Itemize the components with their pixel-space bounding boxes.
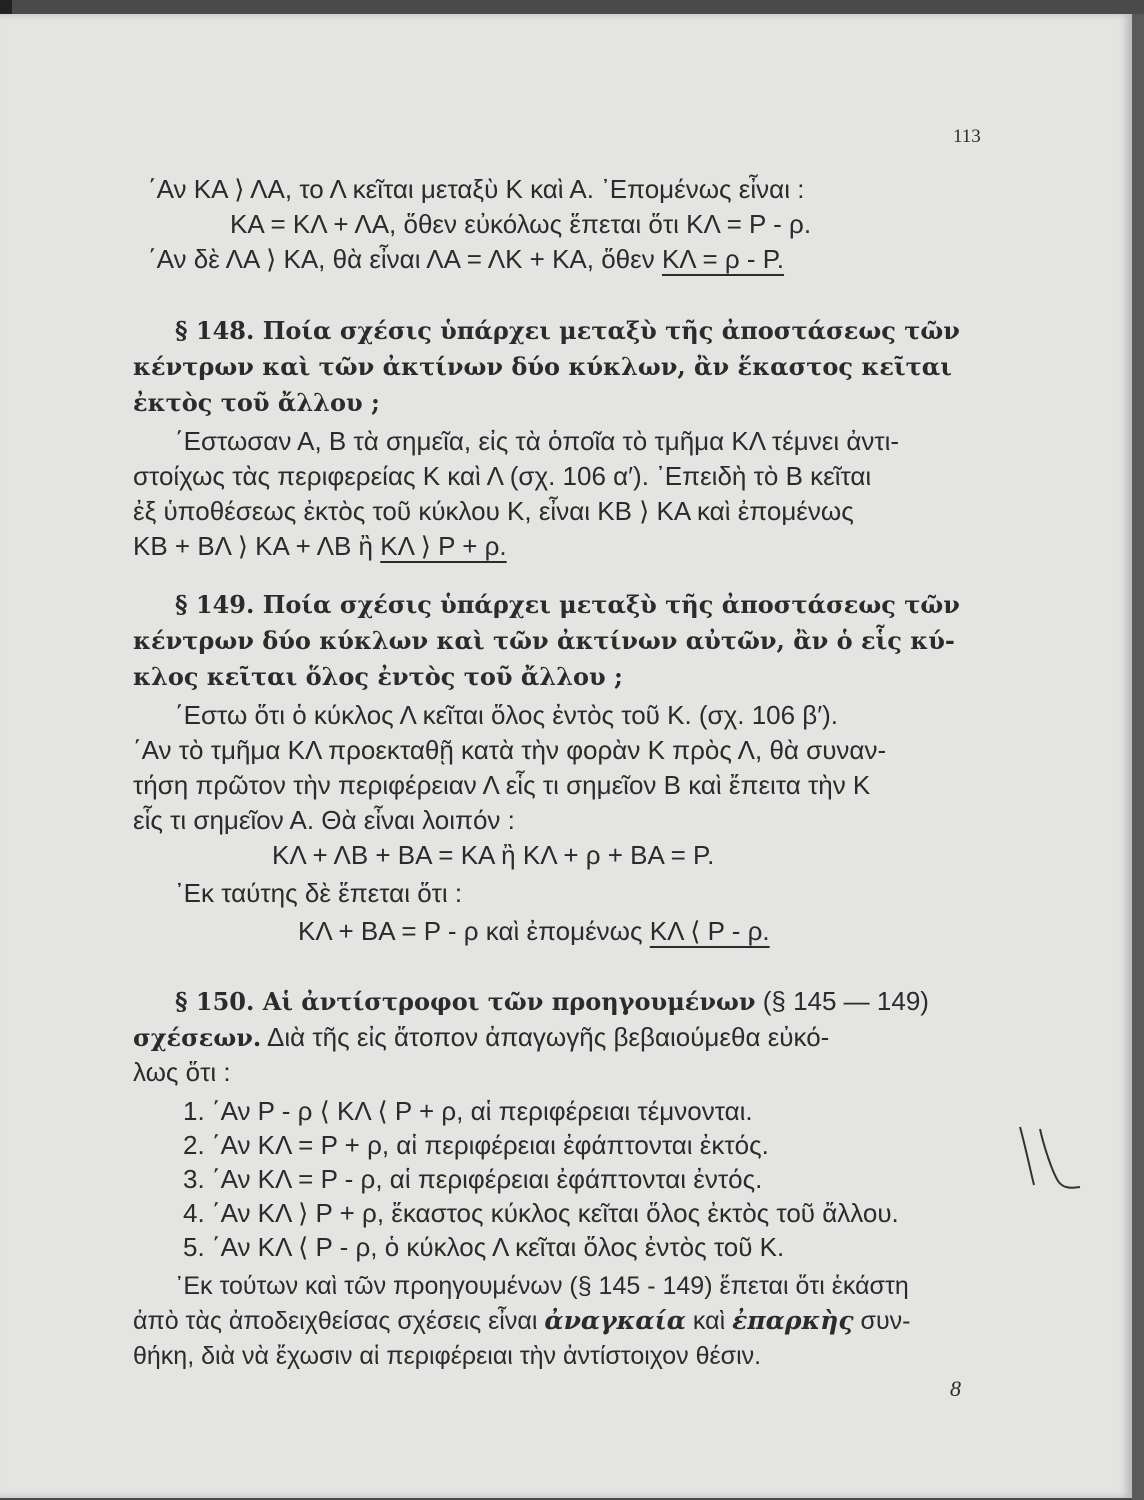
intro-line-3-text: ΄Αν δὲ ΛΑ ⟩ ΚΑ, θὰ εἶναι ΛΑ = ΛΚ + ΚΑ, ὅθεν bbox=[148, 244, 655, 274]
s150-emph-necessary: ἀναγκαία bbox=[544, 1306, 686, 1335]
s148-heading-line-3: ἐκτὸς τοῦ ἄλλου ; bbox=[133, 388, 380, 417]
s149-equation-1: ΚΛ + ΛΒ + ΒΑ = ΚΑ ἢ ΚΛ + ρ + ΒΑ = Ρ. bbox=[272, 840, 715, 870]
s149-body-line-1: ΄Εστω ὅτι ὁ κύκλος Λ κεῖται ὅλος ἐντὸς τοῦ Κ. (σχ. 106 β′). bbox=[175, 700, 839, 730]
intro-line-2: ΚΑ = ΚΛ + ΛΑ, ὅθεν εὐκόλως ἕπεται ὅτι ΚΛ = Ρ - ρ. bbox=[230, 209, 812, 239]
s149-body-line-3: τήση πρῶτον τὴν περιφέρειαν Λ εἷς τι σημεῖον Β καὶ ἔπειτα τὴν Κ bbox=[133, 770, 871, 800]
s148-body-line-3: ἐξ ὑποθέσεως ἐκτὸς τοῦ κύκλου Κ, εἶναι ΚΒ ⟩ ΚΑ καὶ ἐπομένως bbox=[133, 496, 854, 526]
page-number: 113 bbox=[953, 126, 981, 147]
s148-result-underlined: ΚΛ ⟩ Ρ + ρ. bbox=[380, 531, 507, 561]
intro-line-1: ΄Αν ΚΑ ⟩ ΛΑ, το Λ κεῖται μεταξὺ Κ καὶ Α. ᾿Επομένως εἶναι : bbox=[148, 174, 805, 204]
s150-heading-bold-2: σχέσεων. bbox=[133, 1023, 262, 1052]
s150-closing-2e: συν- bbox=[860, 1307, 911, 1335]
s148-heading-line-2: κέντρων καὶ τῶν ἀκτίνων δύο κύκλων, ἂν ἕκαστος κεῖται bbox=[133, 352, 952, 381]
book-page bbox=[0, 14, 1132, 1498]
s148-body-line-1: ΄Εστωσαν Α, Β τὰ σημεῖα, εἰς τὰ ὁποῖα τὸ τμῆμα ΚΛ τέμνει ἀντι- bbox=[175, 426, 900, 456]
scan-corner-mark bbox=[0, 0, 12, 14]
s149-equation-2 bbox=[298, 914, 770, 948]
s150-emph-sufficient: ἐπαρκὴς bbox=[732, 1306, 854, 1335]
s150-closing-line-1: ᾿Εκ τούτων καὶ τῶν προηγουμένων (§ 145 - 149) ἕπεται ὅτι ἑκάστη bbox=[175, 1272, 909, 1300]
s150-closing-line-3: θήκη, διὰ νὰ ἔχωσιν αἱ περιφέρειαι τὴν ἀντίστοιχον θέσιν. bbox=[133, 1342, 762, 1370]
handwritten-lambda-mark bbox=[1010, 1119, 1090, 1199]
s150-closing-2a: ἀπὸ τὰς ἀποδειχθείσας σχέσεις εἶναι bbox=[133, 1307, 538, 1335]
s149-body-line-4: εἷς τι σημεῖον Α. Θὰ εἶναι λοιπόν : bbox=[133, 805, 515, 835]
s150-closing-line-2 bbox=[133, 1304, 910, 1338]
s150-heading-bold: § 150. Αἱ ἀντίστροφοι τῶν προηγουμένων bbox=[175, 987, 756, 1016]
s148-body-line-4-text: ΚΒ + ΒΛ ⟩ ΚΑ + ΛΒ ἢ bbox=[133, 531, 374, 561]
s149-heading-line-2: κέντρων δύο κύκλων καὶ τῶν ἀκτίνων αὐτῶν, ἂν ὁ εἷς κύ- bbox=[133, 626, 955, 655]
s150-closing-2c: καὶ bbox=[692, 1307, 726, 1335]
s149-heading-line-3: κλος κεῖται ὅλος ἐντὸς τοῦ ἄλλου ; bbox=[133, 662, 623, 691]
s149-body-line-2: ΄Αν τὸ τμῆμα ΚΛ προεκταθῇ κατὰ τὴν φορὰν Κ πρὸς Λ, θὰ συναν- bbox=[133, 735, 887, 765]
s150-intro-rest: Διὰ τῆς εἰς ἄτοπον ἀπαγωγῆς βεβαιούμεθα εὐκό- bbox=[267, 1022, 830, 1052]
s150-item-1: 1. ΄Αν Ρ - ρ ⟨ ΚΛ ⟨ Ρ + ρ, αἱ περιφέρειαι τέμνονται. bbox=[183, 1096, 753, 1126]
s150-item-4: 4. ΄Αν ΚΛ ⟩ Ρ + ρ, ἕκαστος κύκλος κεῖται ὅλος ἐκτὸς τοῦ ἄλλου. bbox=[183, 1198, 899, 1228]
s150-intro-end: λως ὅτι : bbox=[133, 1057, 231, 1087]
intro-result-underlined: ΚΛ = ρ - Ρ. bbox=[661, 244, 785, 274]
s148-heading-line-1: § 148. Ποία σχέσις ὑπάρχει μεταξὺ τῆς ἀποστάσεως τῶν bbox=[175, 316, 960, 345]
s150-heading-line-1 bbox=[175, 984, 929, 1019]
s148-body-line-4 bbox=[133, 529, 507, 563]
s150-heading-ref: (§ 145 — 149) bbox=[762, 986, 929, 1016]
s149-body-line-5: ᾿Εκ ταύτης δὲ ἕπεται ὅτι : bbox=[175, 878, 463, 908]
footer-signature-number: 8 bbox=[950, 1376, 961, 1401]
s150-heading-line-2 bbox=[133, 1020, 829, 1055]
s149-result-underlined: ΚΛ ⟨ Ρ - ρ. bbox=[649, 916, 770, 946]
s150-item-3: 3. ΄Αν ΚΛ = Ρ - ρ, αἱ περιφέρειαι ἐφάπτονται ἐντός. bbox=[183, 1164, 763, 1194]
s150-item-5: 5. ΄Αν ΚΛ ⟨ Ρ - ρ, ὁ κύκλος Λ κεῖται ὅλος ἐντὸς τοῦ Κ. bbox=[183, 1232, 785, 1262]
intro-line-3 bbox=[148, 242, 784, 276]
s148-body-line-2: στοίχως τὰς περιφερείας Κ καὶ Λ (σχ. 106 α′). ᾿Επειδὴ τὸ Β κεῖται bbox=[133, 461, 872, 491]
s149-heading-line-1: § 149. Ποία σχέσις ὑπάρχει μεταξὺ τῆς ἀποστάσεως τῶν bbox=[175, 590, 960, 619]
page-edge-shadow bbox=[1132, 14, 1144, 1500]
s150-item-2: 2. ΄Αν ΚΛ = Ρ + ρ, αἱ περιφέρειαι ἐφάπτονται ἐκτός. bbox=[183, 1130, 769, 1160]
s149-equation-2-text: ΚΛ + ΒΑ = Ρ - ρ καὶ ἐπομένως bbox=[298, 916, 643, 946]
